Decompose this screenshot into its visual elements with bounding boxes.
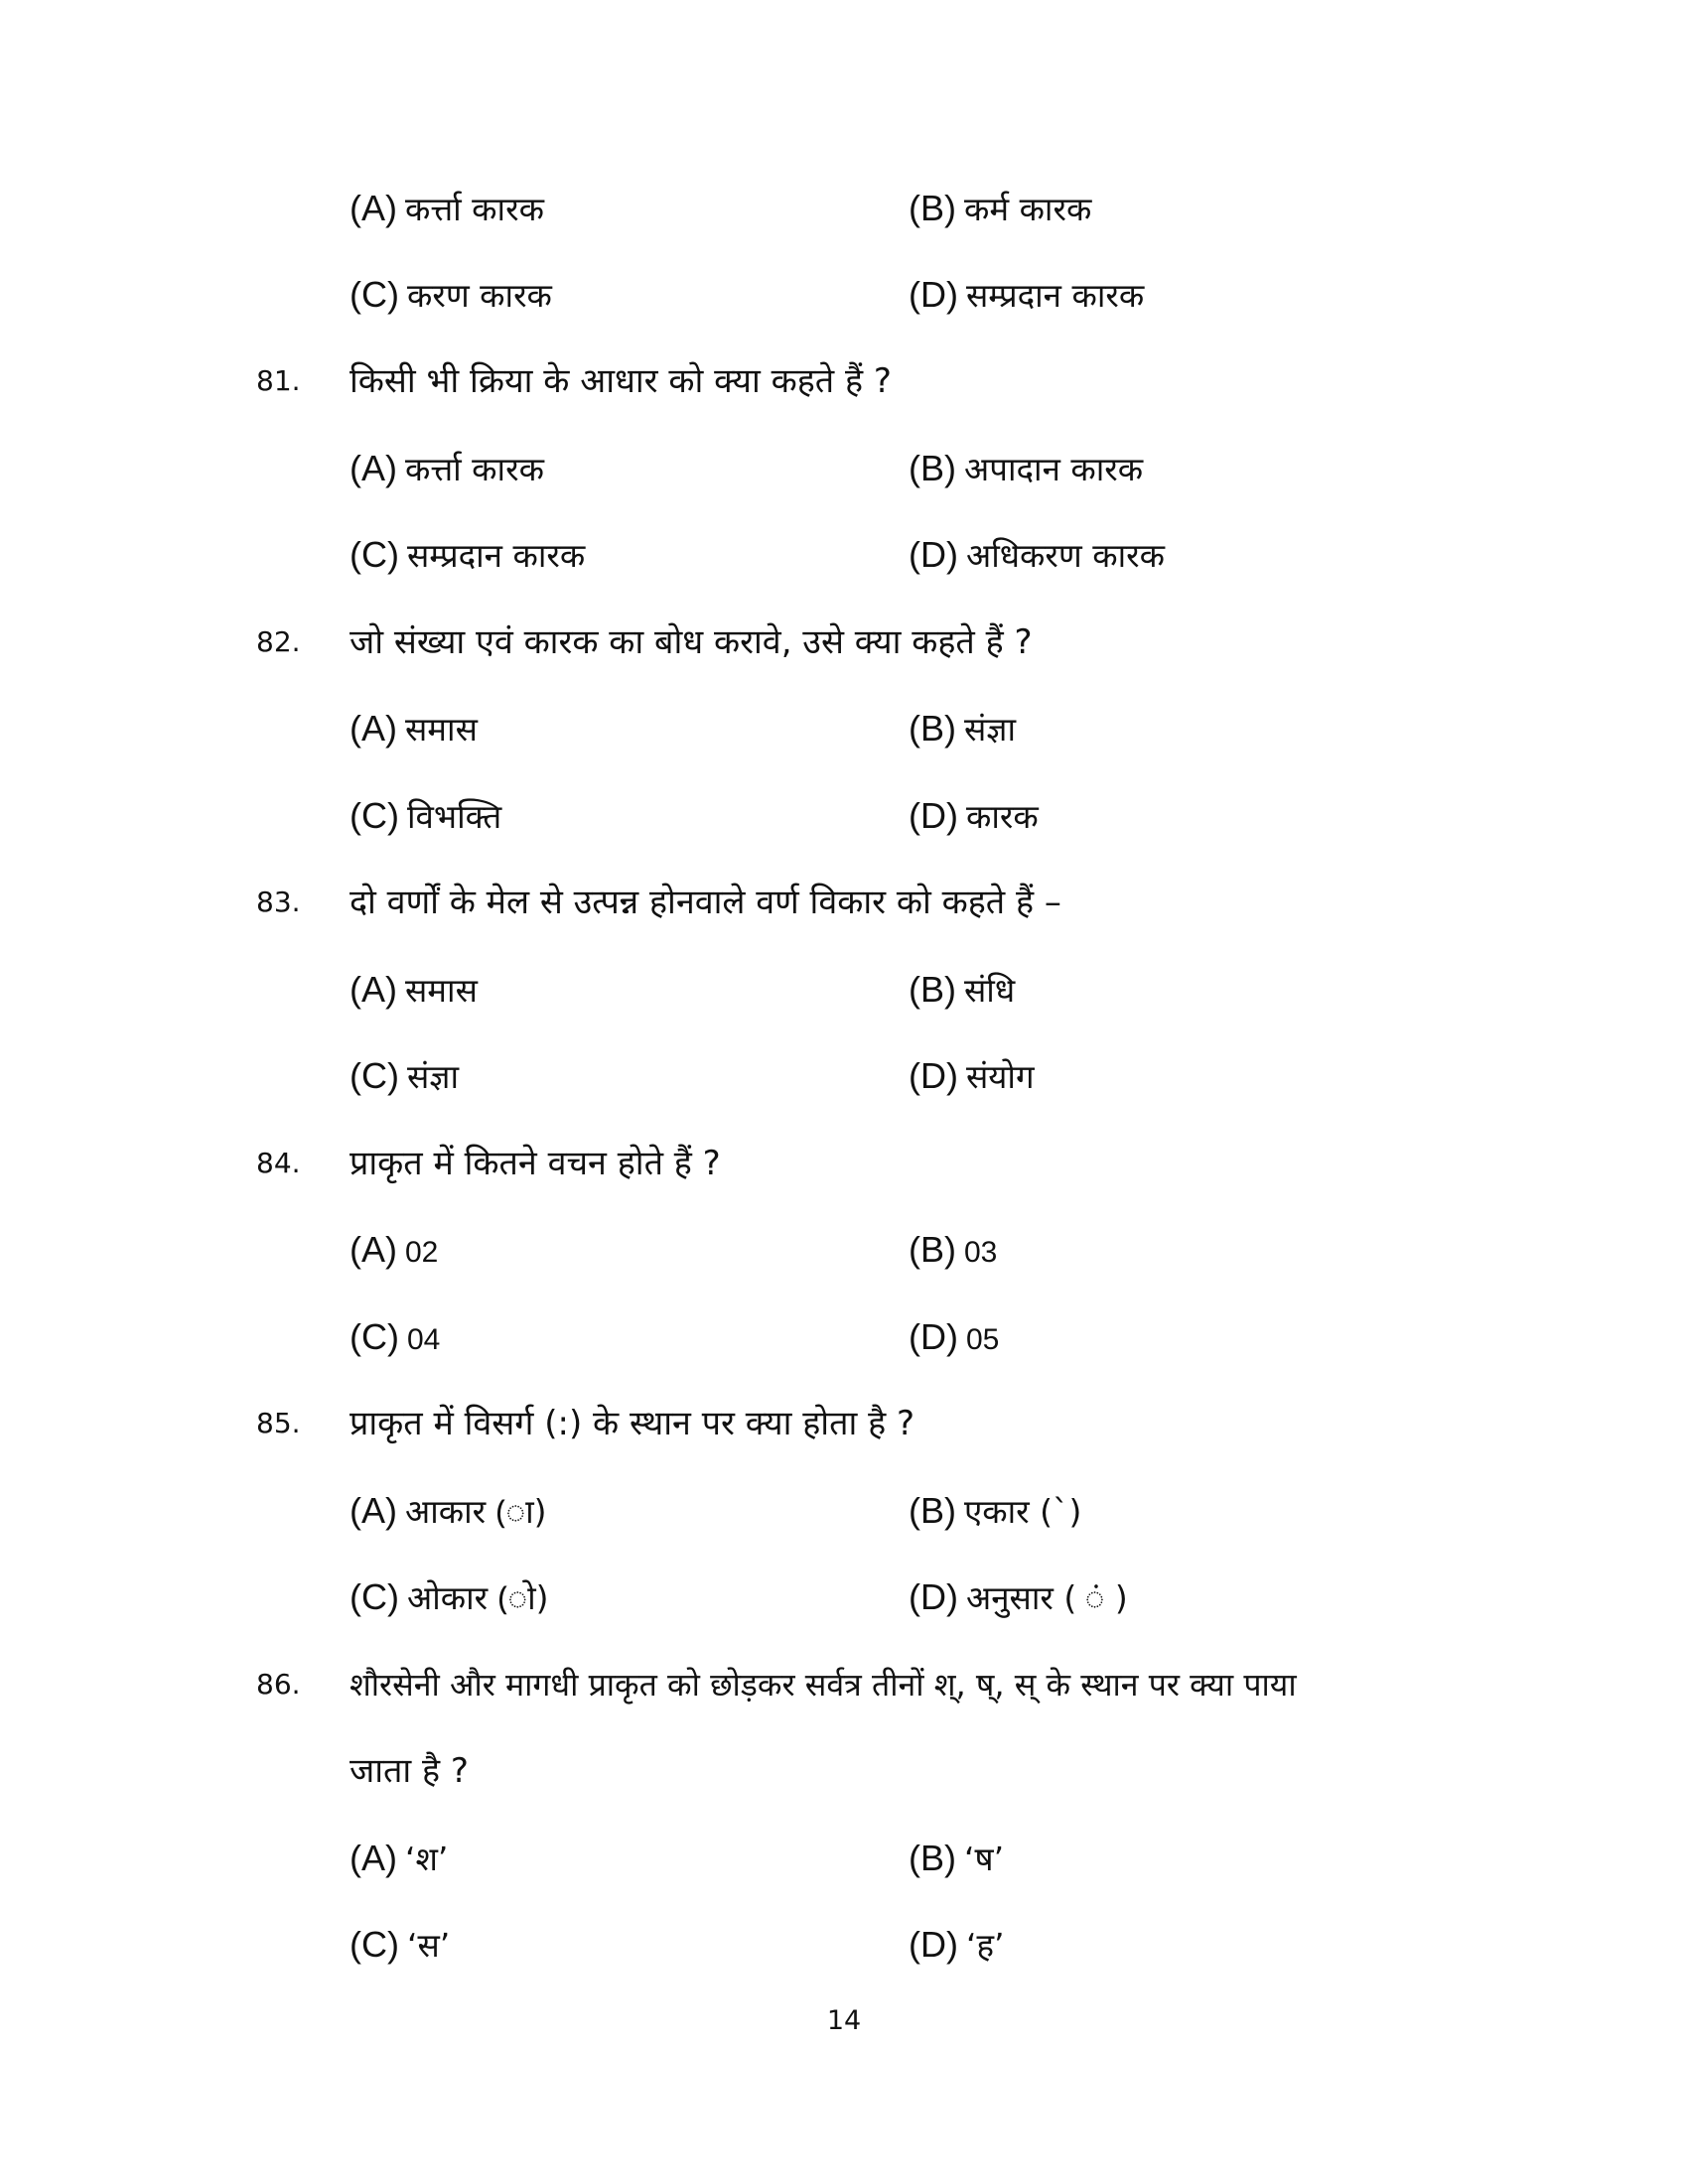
question-number: 82. xyxy=(256,625,301,658)
option-label: (B) xyxy=(909,1838,956,1878)
page-number: 14 xyxy=(826,2005,862,2036)
option-a xyxy=(350,1829,448,1889)
option-label: (C) xyxy=(350,1924,399,1965)
option-c xyxy=(350,525,585,586)
option-b xyxy=(909,960,1015,1021)
option-d xyxy=(909,786,1039,847)
options-row xyxy=(0,525,1688,585)
question-86-continued xyxy=(0,1741,1688,1801)
options-row xyxy=(0,439,1688,498)
options-row xyxy=(0,1829,1688,1888)
option-label: (B) xyxy=(909,708,956,749)
question-number: 85. xyxy=(256,1407,301,1439)
option-a xyxy=(350,960,478,1021)
question-number: 81. xyxy=(256,364,301,397)
option-text: 05 xyxy=(965,1323,1000,1356)
option-d xyxy=(909,1568,1128,1628)
options-row xyxy=(0,1568,1688,1627)
option-text: सम्प्रदान कारक xyxy=(406,536,586,575)
options-row xyxy=(0,1220,1688,1280)
option-text: करण कारक xyxy=(406,276,552,315)
option-text: समास xyxy=(405,710,478,749)
option-c xyxy=(350,1307,440,1370)
options-row xyxy=(0,1046,1688,1106)
option-b xyxy=(909,699,1016,759)
option-a xyxy=(350,1481,547,1542)
option-b xyxy=(909,179,1091,239)
option-label: (C) xyxy=(350,795,399,836)
option-label: (A) xyxy=(350,1229,397,1270)
option-label: (B) xyxy=(909,1229,956,1270)
option-label: (A) xyxy=(350,1490,397,1531)
option-label: (B) xyxy=(909,969,956,1010)
question-text: प्राकृत में विसर्ग (:) के स्थान पर क्या होता है ? xyxy=(350,1404,915,1443)
options-row xyxy=(0,1307,1688,1367)
option-c xyxy=(350,786,501,847)
option-label: (C) xyxy=(350,274,399,315)
option-text: कर्म कारक xyxy=(964,190,1092,228)
option-text: संज्ञा xyxy=(964,710,1017,749)
option-text: अनुसार ( ं ) xyxy=(965,1578,1128,1617)
question-83 xyxy=(0,873,1688,932)
option-label: (A) xyxy=(350,969,397,1010)
question-text: दो वर्णों के मेल से उत्पन्न होनवाले वर्ण विकार को कहते हैं – xyxy=(350,883,1061,922)
option-text: संज्ञा xyxy=(406,1057,459,1096)
options-row xyxy=(0,265,1688,325)
option-text: संयोग xyxy=(965,1057,1035,1096)
option-text: कर्त्ता कारक xyxy=(405,190,544,228)
option-label: (B) xyxy=(909,1490,956,1531)
option-text: 02 xyxy=(405,1236,439,1269)
option-a xyxy=(350,699,478,759)
option-text: समास xyxy=(405,971,478,1010)
option-label: (D) xyxy=(909,1316,958,1357)
options-row xyxy=(0,1481,1688,1541)
option-label: (D) xyxy=(909,534,958,575)
option-text: ‘श’ xyxy=(405,1840,449,1878)
question-82 xyxy=(0,613,1688,672)
option-label: (C) xyxy=(350,1055,399,1096)
option-label: (D) xyxy=(909,795,958,836)
option-b xyxy=(909,1829,1004,1889)
option-c xyxy=(350,1568,549,1628)
option-d xyxy=(909,1307,999,1370)
options-row xyxy=(0,179,1688,238)
question-84 xyxy=(0,1134,1688,1193)
question-number: 83. xyxy=(256,886,301,918)
question-81 xyxy=(0,351,1688,411)
question-86 xyxy=(0,1655,1688,1714)
option-text: ‘ह’ xyxy=(965,1926,1005,1965)
option-label: (C) xyxy=(350,1316,399,1357)
question-text-continued: जाता है ? xyxy=(350,1751,469,1791)
option-label: (B) xyxy=(909,448,956,488)
option-text: ओकार (ो) xyxy=(406,1578,549,1617)
option-c xyxy=(350,265,552,326)
option-a xyxy=(350,179,544,239)
question-text: शौरसेनी और मागधी प्राकृत को छोड़कर सर्वत्र तीनों श्, ष्, स् के स्थान पर क्या पाया xyxy=(350,1666,1297,1704)
options-row xyxy=(0,1915,1688,1975)
option-label: (A) xyxy=(350,1838,397,1878)
option-b xyxy=(909,439,1143,499)
options-row xyxy=(0,786,1688,846)
option-b xyxy=(909,1481,1081,1542)
option-d xyxy=(909,1046,1035,1107)
option-label: (B) xyxy=(909,188,956,228)
option-text: आकार (ा) xyxy=(405,1492,547,1531)
option-text: कर्त्ता कारक xyxy=(405,450,544,488)
option-text: ‘ष’ xyxy=(964,1840,1005,1878)
option-label: (D) xyxy=(909,1055,958,1096)
option-label: (D) xyxy=(909,1576,958,1617)
option-label: (C) xyxy=(350,534,399,575)
option-text: सम्प्रदान कारक xyxy=(965,276,1145,315)
options-row xyxy=(0,699,1688,758)
option-text: ‘स’ xyxy=(406,1926,451,1965)
question-text: जो संख्या एवं कारक का बोध करावे, उसे क्या कहते हैं ? xyxy=(350,622,1033,662)
option-label: (A) xyxy=(350,448,397,488)
option-text: अपादान कारक xyxy=(964,450,1144,488)
option-label: (A) xyxy=(350,188,397,228)
question-text: प्राकृत में कितने वचन होते हैं ? xyxy=(350,1144,721,1183)
option-label: (D) xyxy=(909,274,958,315)
option-d xyxy=(909,525,1165,586)
question-85 xyxy=(0,1394,1688,1453)
option-c xyxy=(350,1046,459,1107)
option-label: (C) xyxy=(350,1576,399,1617)
question-number: 84. xyxy=(256,1147,301,1179)
option-text: 03 xyxy=(964,1236,998,1269)
option-text: एकार (`) xyxy=(964,1492,1082,1531)
option-text: अधिकरण कारक xyxy=(965,536,1165,575)
option-text: कारक xyxy=(965,797,1039,836)
option-a xyxy=(350,439,544,499)
options-row xyxy=(0,960,1688,1020)
option-a xyxy=(350,1220,438,1283)
option-label: (D) xyxy=(909,1924,958,1965)
question-number: 86. xyxy=(256,1668,301,1701)
option-label: (A) xyxy=(350,708,397,749)
option-d xyxy=(909,1915,1005,1976)
option-b xyxy=(909,1220,997,1283)
option-text: संधि xyxy=(964,971,1016,1010)
option-c xyxy=(350,1915,450,1976)
option-d xyxy=(909,265,1144,326)
option-text: 04 xyxy=(406,1323,441,1356)
option-text: विभक्ति xyxy=(406,797,502,836)
question-text: किसी भी क्रिया के आधार को क्या कहते हैं ? xyxy=(350,361,892,401)
